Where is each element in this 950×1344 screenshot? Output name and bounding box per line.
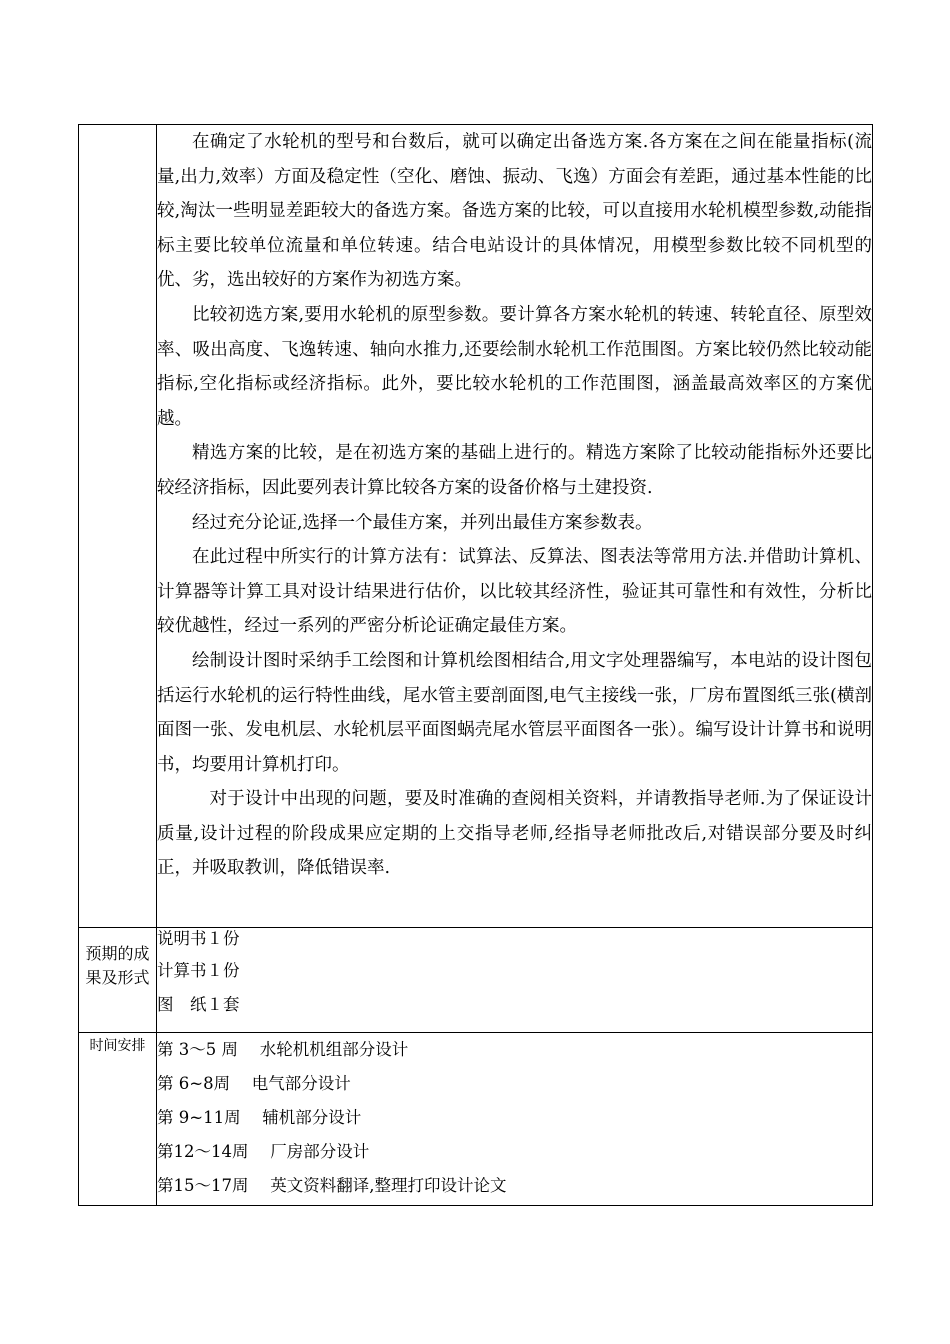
outcome-label-cell	[79, 928, 157, 1033]
method-content-cell	[157, 125, 873, 928]
schedule-label-cell	[79, 1033, 157, 1206]
schedule-item: 第 6~8周 电气部分设计	[157, 1074, 351, 1093]
paragraph-calculation-methods: 在此过程中所实行的计算方法有：试算法、反算法、图表法等常用方法.并借助计算机、计算器等计算工具对设计结果进行估价，以比较其经济性，验证其可靠性和有效性，分析比较优越性，经过一系列的严密分析论证确定最佳方案。	[157, 547, 872, 637]
paragraph-best-scheme: 经过充分论证,选择一个最佳方案，并列出最佳方案参数表。	[192, 512, 653, 533]
paragraph-drawings: 绘制设计图时采纳手工绘图和计算机绘图相结合,用文字处理器编写，本电站的设计图包括运行水轮机的运行特性曲线，尾水管主要剖面图,电气主接线一张，厂房布置图纸三张(横剖面图一张、发电机层、水轮机层平面图蜗壳尾水管层平面图各一张）。编写设计计算书和说明书，均要用计算机打印。	[157, 650, 872, 775]
outcome-label: 预期的成果及形式	[85, 944, 150, 987]
paragraph-alternatives: 在确定了水轮机的型号和台数后，就可以确定出备选方案.各方案在之间在能量指标(流量,出力,效率）方面及稳定性（空化、磨蚀、振动、飞逸）方面会有差距，通过基本性能的比较,淘汰一些明显差距较大的备选方案。备选方案的比较，可以直接用水轮机模型参数,动能指标主要比较单位流量和单位转速。结合电站设计的具体情况，用模型参数比较不同机型的优、劣，选出较好的方案作为初选方案。	[157, 132, 872, 291]
outcome-item: 图 纸１套	[157, 995, 240, 1014]
schedule-row	[79, 1033, 873, 1206]
schedule-content-cell	[157, 1033, 873, 1206]
schedule-item: 第 9~11周 辅机部分设计	[157, 1108, 362, 1127]
outcome-row	[79, 928, 873, 1033]
method-row	[79, 125, 873, 928]
outcome-item: 计算书１份	[157, 961, 240, 980]
schedule-item: 第 3～5 周 水轮机机组部分设计	[157, 1040, 409, 1059]
schedule-label: 时间安排	[89, 1038, 146, 1054]
schedule-item: 第12～14周 厂房部分设计	[157, 1142, 370, 1161]
paragraph-final-comparison: 精选方案的比较，是在初选方案的基础上进行的。精选方案除了比较动能指标外还要比较经济指标，因此要列表计算比较各方案的设备价格与土建投资.	[157, 443, 872, 498]
outcome-item: 说明书１份	[157, 929, 240, 948]
method-label-cell	[79, 125, 157, 928]
outcome-content-cell	[157, 928, 873, 1033]
proposal-form-table	[78, 124, 873, 1206]
paragraph-quality-assurance: 对于设计中出现的问题，要及时准确的查阅相关资料，并请教指导老师.为了保证设计质量,设计过程的阶段成果应定期的上交指导老师,经指导老师批改后,对错误部分要及时纠正，并吸取教训，降低错误率.	[157, 789, 872, 879]
paragraph-preliminary-comparison: 比较初选方案,要用水轮机的原型参数。要计算各方案水轮机的转速、转轮直径、原型效率、吸出高度、飞逸转速、轴向水推力,还要绘制水轮机工作范围图。方案比较仍然比较动能指标,空化指标或经济指标。此外，要比较水轮机的工作范围图，涵盖最高效率区的方案优越。	[157, 304, 872, 429]
schedule-item: 第15～17周 英文资料翻译,整理打印设计论文	[157, 1176, 507, 1195]
